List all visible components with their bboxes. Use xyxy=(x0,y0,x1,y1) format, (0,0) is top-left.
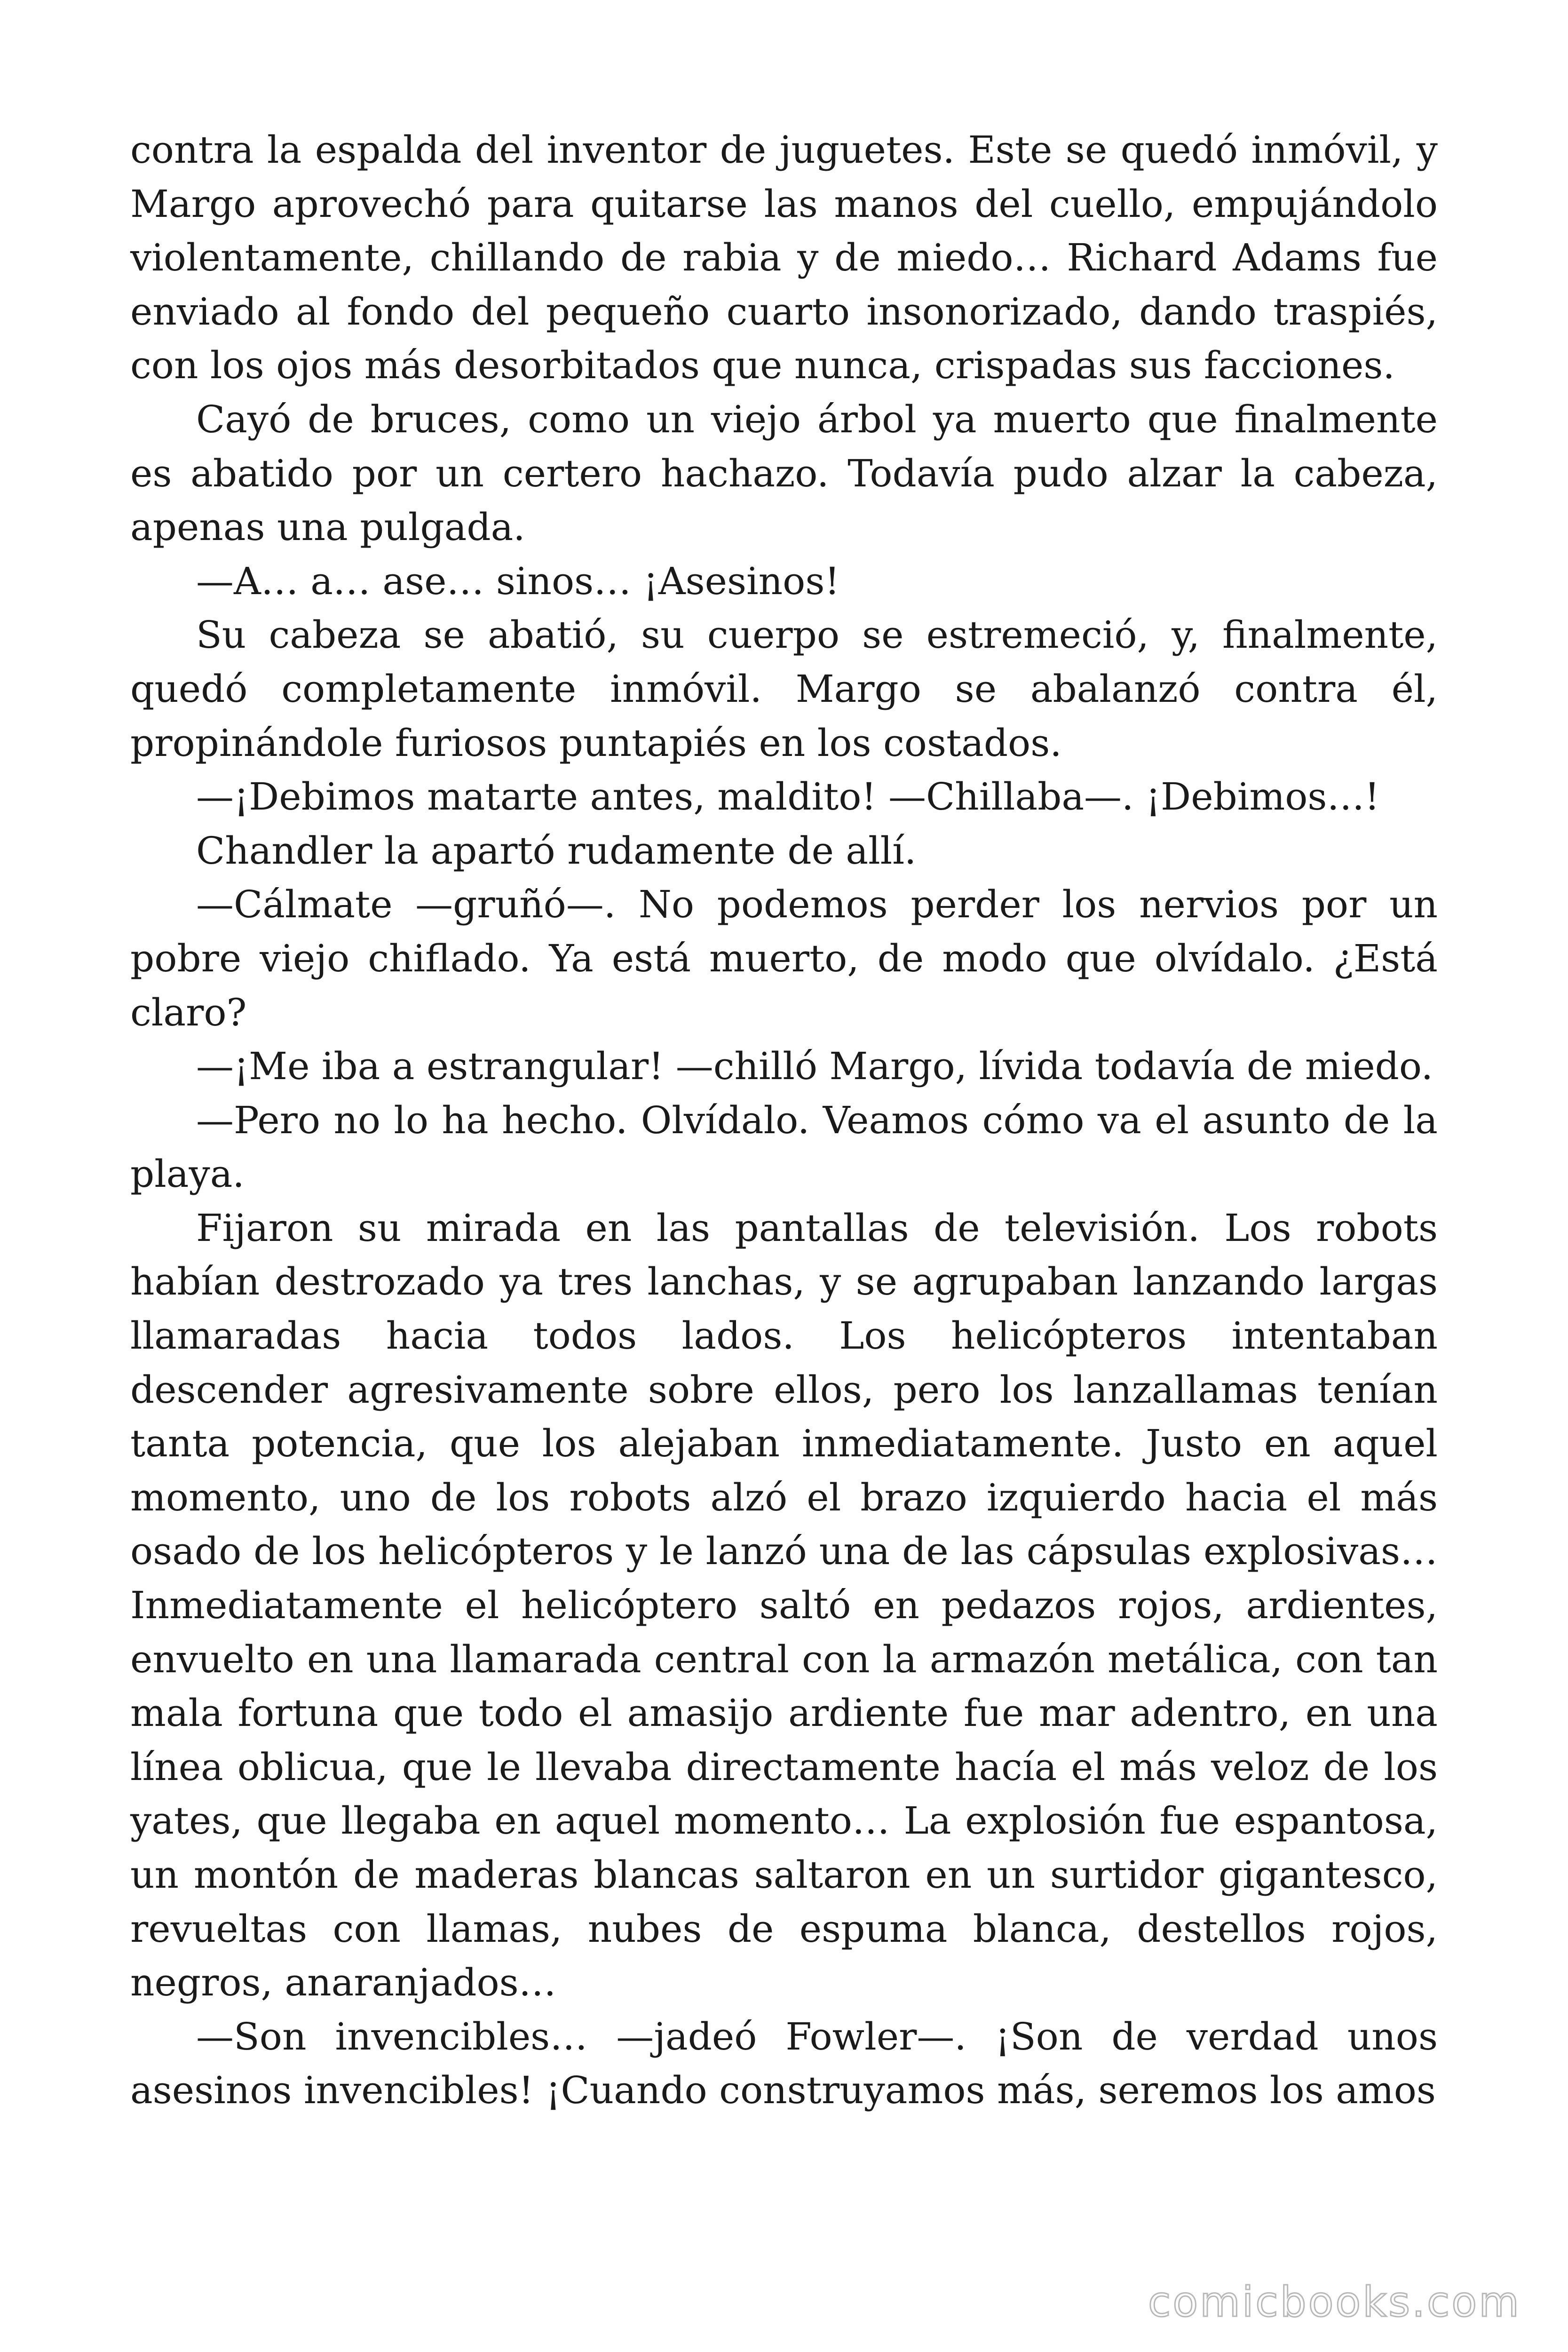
paragraph-9: —Pero no lo ha hecho. Olvídalo. Veamos cómo va el asunto de la playa. xyxy=(130,1098,1438,1196)
paragraph-8: —¡Me iba a estrangular! —chilló Margo, lívida todavía de miedo. xyxy=(196,1044,1433,1089)
paragraph-3: —A… a… ase… sinos… ¡Asesinos! xyxy=(196,559,840,603)
paragraph-1: contra la espalda del inventor de juguetes. Este se quedó inmóvil, y Margo aprovechó para quitarse las manos del cuello, empujándolo violentamente, chillando de rabia y de miedo… Richard Adams fue enviado al fondo del pequeño cuarto insonorizado, dando traspiés, con los ojos más desorbitados que nunca, crispadas sus facciones. xyxy=(130,128,1438,388)
paragraph-4: Su cabeza se abatió, su cuerpo se estremeció, y, finalmente, quedó completamente inmóvil. Margo se abalanzó contra él, propinándole furiosos puntapiés en los costados. xyxy=(130,613,1438,765)
paragraph-5: —¡Debimos matarte antes, maldito! —Chillaba—. ¡Debimos…! xyxy=(196,775,1380,819)
paragraph-6: Chandler la apartó rudamente de allí. xyxy=(196,828,917,873)
paragraph-11: —Son invencibles… —jadeó Fowler—. ¡Son de verdad unos asesinos invencibles! ¡Cuando construyamos más, seremos los amos xyxy=(130,2014,1438,2113)
page-body-text xyxy=(130,123,1438,2118)
paragraph-7: —Cálmate —gruñó—. No podemos perder los nervios por un pobre viejo chiflado. Ya está muerto, de modo que olvídalo. ¿Está claro? xyxy=(130,882,1438,1034)
paragraph-10: Fijaron su mirada en las pantallas de televisión. Los robots habían destrozado ya tres lanchas, y se agrupaban lanzando largas llamaradas hacia todos lados. Los helicópteros intentaban descender agresivamente sobre ellos, pero los lanzallamas tenían tanta potencia, que los alejaban inmediatamente. Justo en aquel momento, uno de los robots alzó el brazo izquierdo hacia el más osado de los helicópteros y le lanzó una de las cápsulas explosivas… Inmediatamente el helicóptero saltó en pedazos rojos, ardientes, envuelto en una llamarada central con la armazón metálica, con tan mala fortuna que todo el amasijo ardiente fue mar adentro, en una línea oblicua, que le llevaba directamente hacía el más veloz de los yates, que llegaba en aquel momento… La explosión fue espantosa, un montón de maderas blancas saltaron en un surtidor gigantesco, revueltas con llamas, nubes de espuma blanca, destellos rojos, negros, anaranjados… xyxy=(130,1206,1438,2005)
watermark: comicbooks.com xyxy=(1148,2278,1521,2326)
paragraph-2: Cayó de bruces, como un viejo árbol ya muerto que finalmente es abatido por un certero hachazo. Todavía pudo alzar la cabeza, apenas una pulgada. xyxy=(130,397,1438,549)
